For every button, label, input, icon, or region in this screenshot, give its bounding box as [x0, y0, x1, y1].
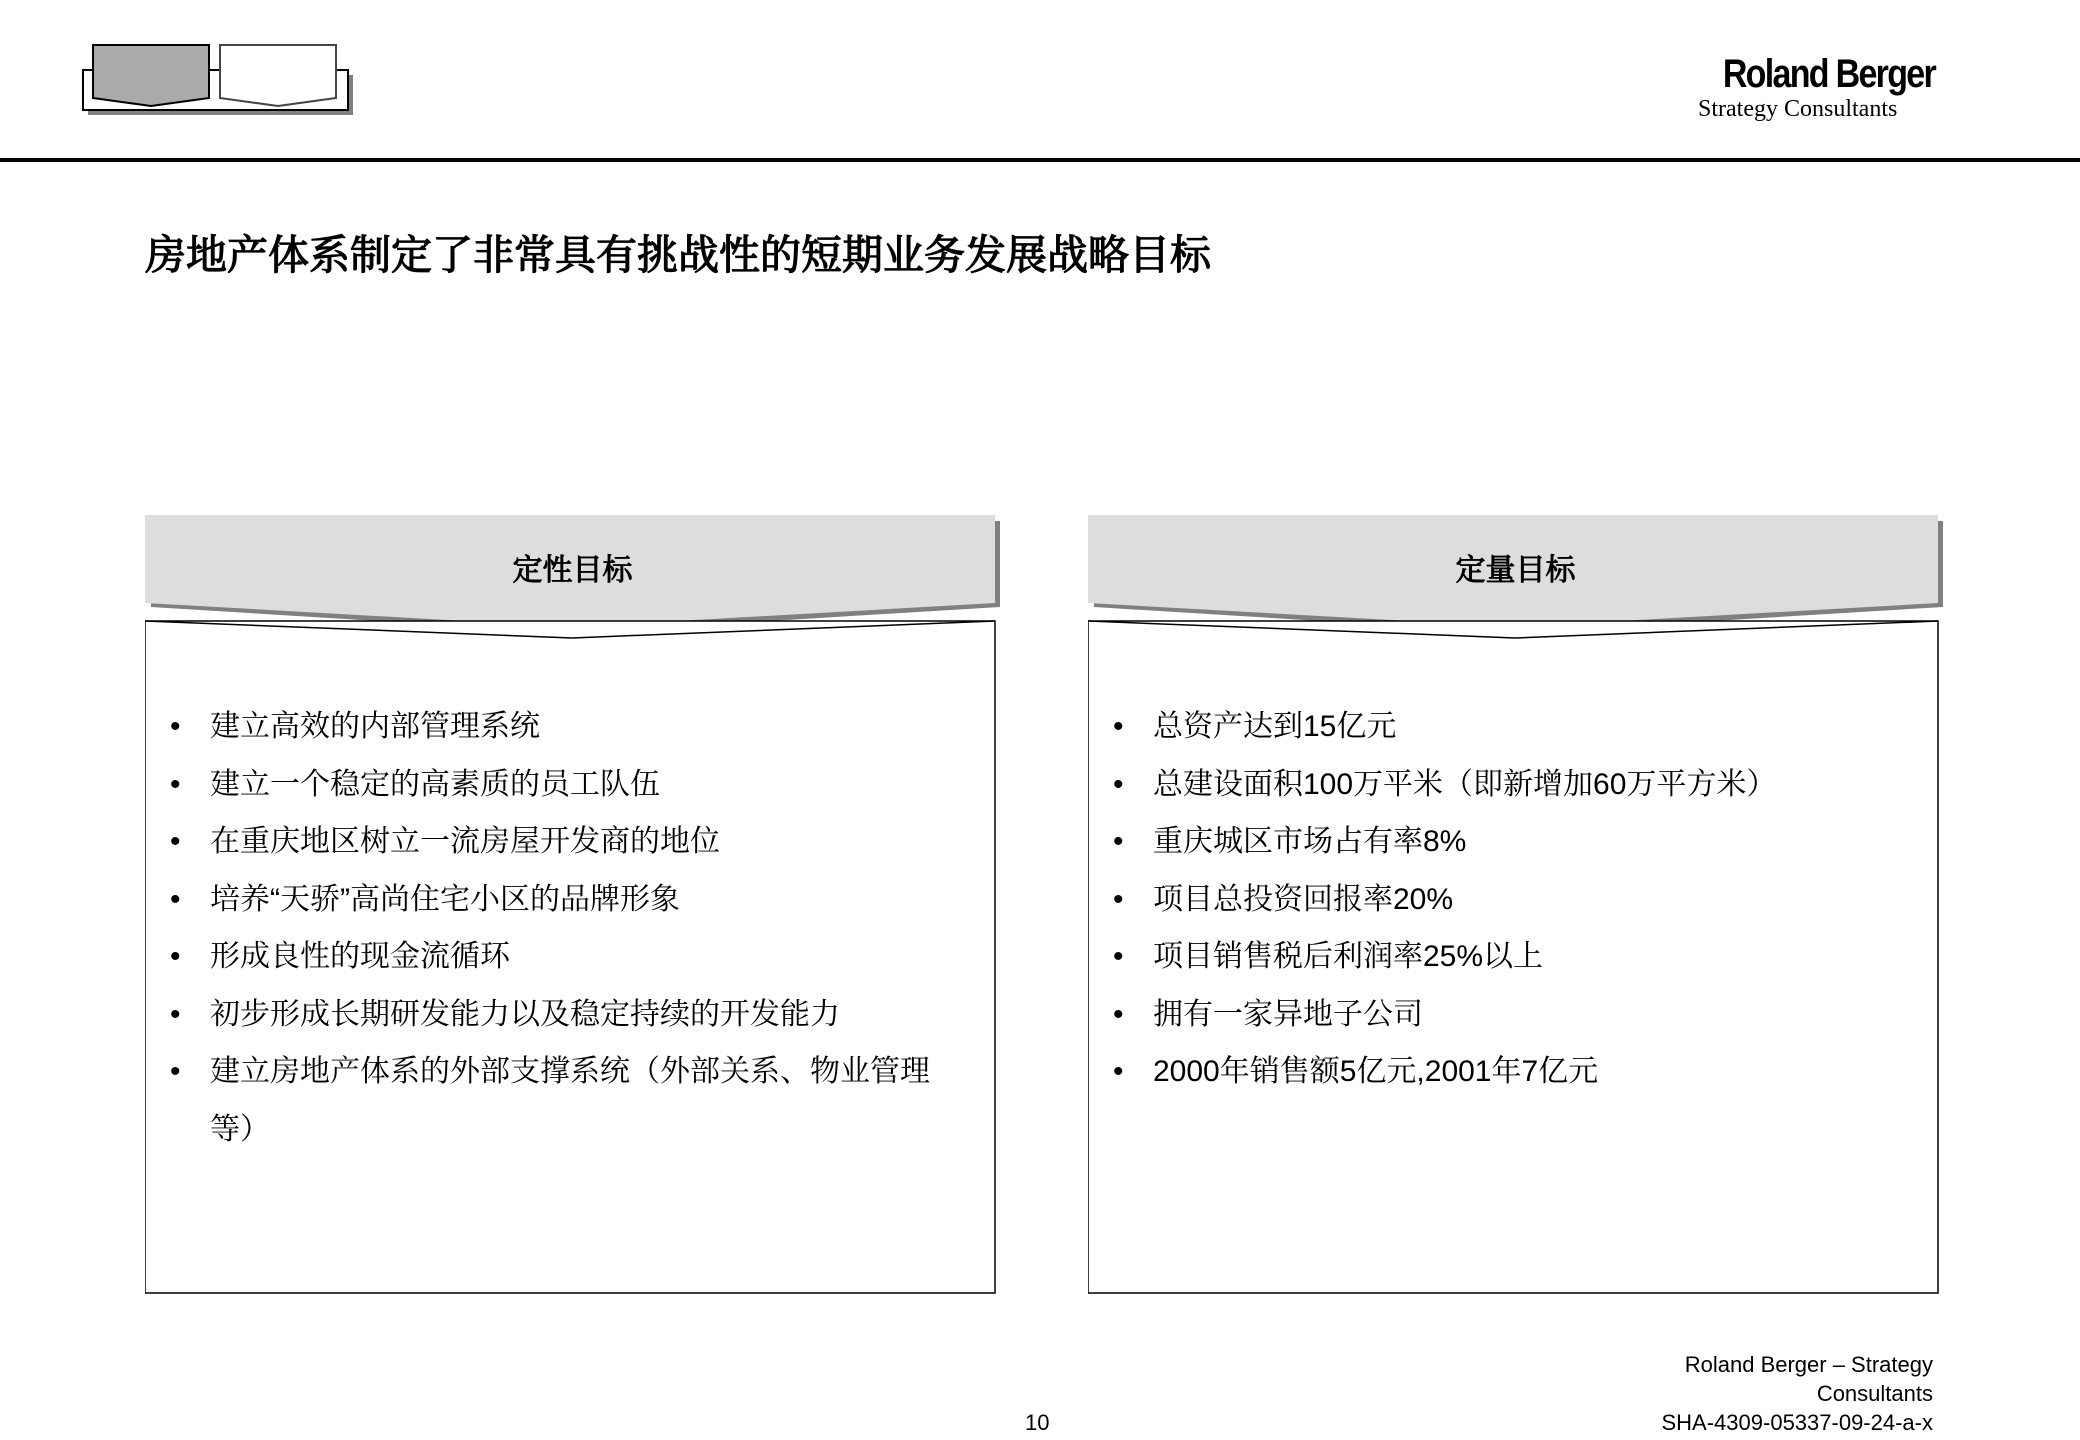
section-navigator-logo	[80, 40, 360, 150]
footer-company: Roland Berger – Strategy	[1684, 1352, 1933, 1377]
panel-heading: 定性目标	[512, 554, 633, 587]
roland-berger-logo	[1660, 52, 1935, 122]
document-id: SHA-4309-05337-09-24-a-x	[1661, 1410, 1933, 1435]
list-item: • 2000年销售额5亿元,2001年7亿元	[1113, 1055, 1599, 1088]
qualitative-goals-list	[170, 698, 950, 1158]
footer-company-cont: Consultants	[1816, 1381, 1933, 1406]
list-item: • 培养“天骄”高尚住宅小区的品牌形象	[170, 882, 680, 916]
page-title: 房地产体系制定了非常具有挑战性的短期业务发展战略目标	[145, 232, 1211, 278]
list-item: • 总资产达到15亿元	[1113, 710, 1397, 743]
list-item: • 初步形成长期研发能力以及稳定持续的开发能力	[170, 997, 840, 1031]
list-item: • 在重庆地区树立一流房屋开发商的地位	[170, 825, 720, 858]
quantitative-goals-panel	[1088, 515, 1943, 1295]
qualitative-goals-panel	[145, 515, 1000, 1295]
brand-tagline: Strategy Consultants	[1698, 96, 1898, 122]
brand-name: Roland Berger	[1722, 52, 1935, 96]
header-divider	[0, 158, 2080, 162]
list-item: • 重庆城区市场占有率8%	[1113, 825, 1467, 858]
list-item: • 总建设面积100万平米（即新增加60万平方米）	[1113, 767, 1777, 801]
footer-info	[1500, 1350, 1933, 1437]
list-item: • 项目总投资回报率20%	[1113, 882, 1454, 916]
list-item: • 形成良性的现金流循环	[170, 940, 510, 973]
quantitative-goals-list	[1113, 698, 1893, 1101]
list-item: • 建立高效的内部管理系统	[170, 710, 540, 743]
panel-heading: 定量目标	[1455, 554, 1576, 587]
page-number: 10	[1025, 1410, 1050, 1435]
list-item: • 建立一个稳定的高素质的员工队伍	[170, 767, 660, 801]
list-item: • 项目销售税后利润率25%以上	[1113, 940, 1544, 973]
list-item: • 拥有一家异地子公司	[1113, 997, 1423, 1031]
list-item: • 建立房地产体系的外部支撑系统（外部关系、物业管理等）	[170, 1055, 930, 1146]
